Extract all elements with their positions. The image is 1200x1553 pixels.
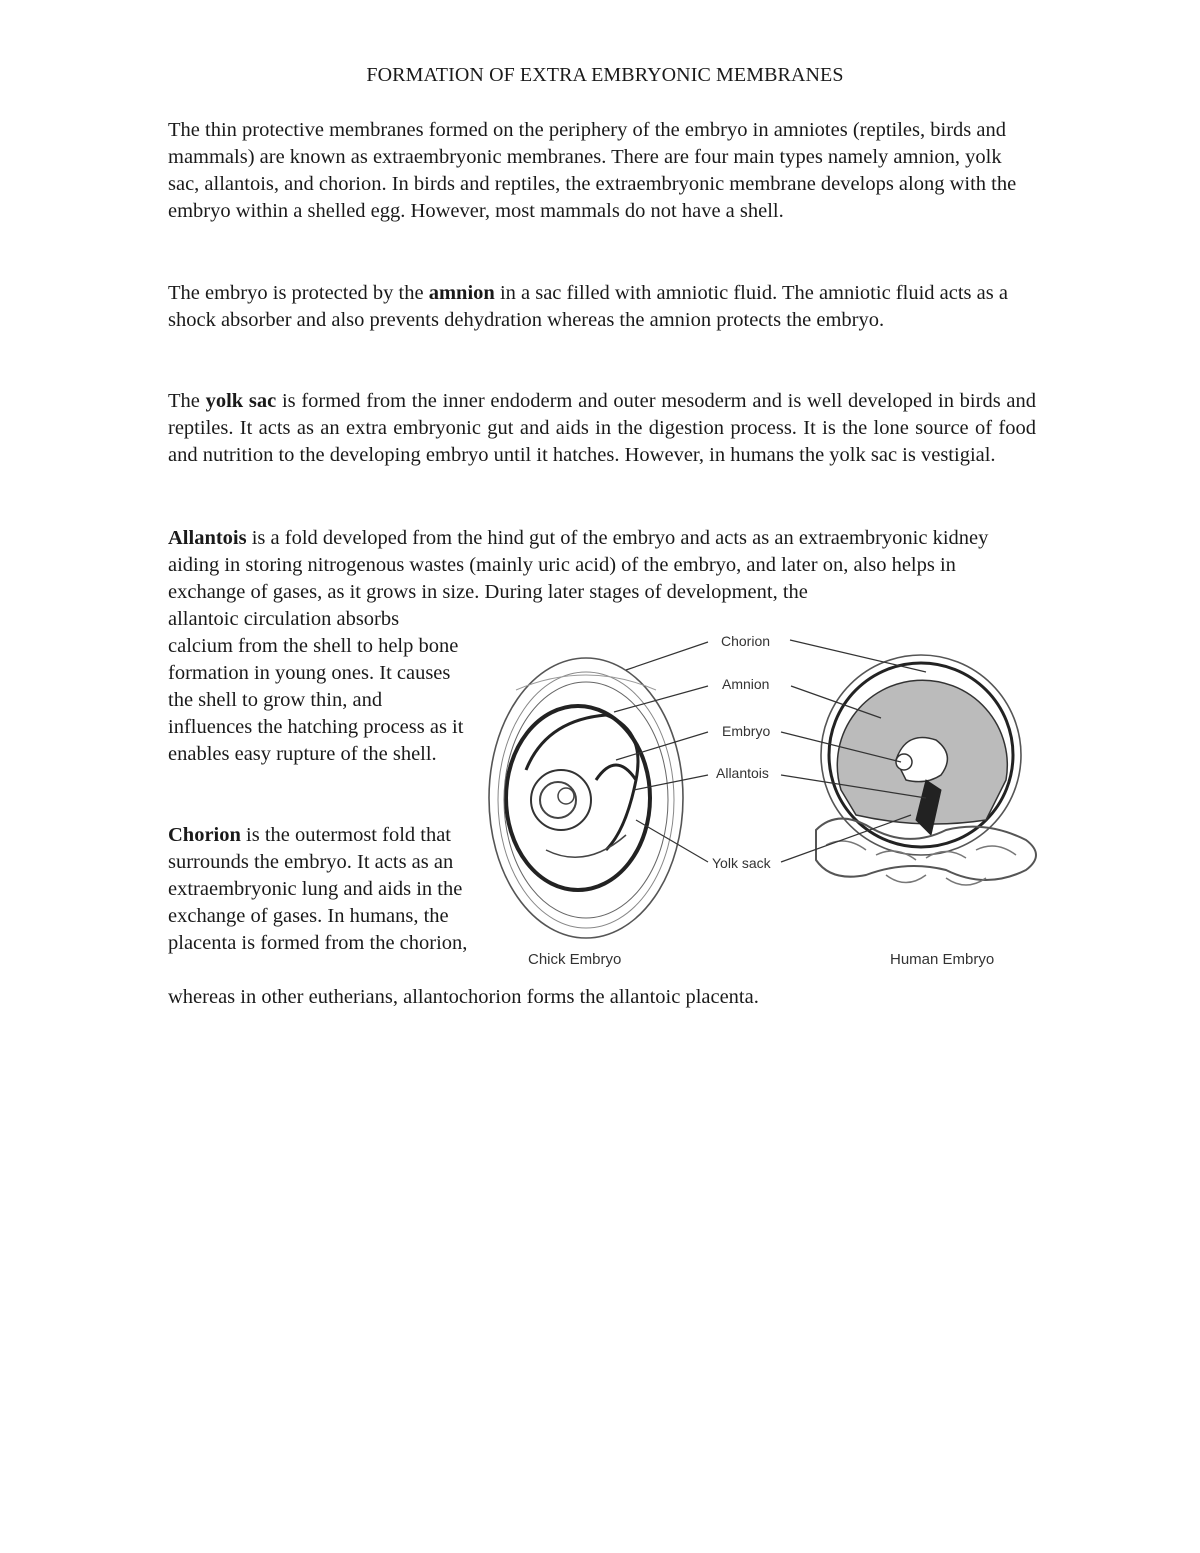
amnion-term: amnion	[428, 282, 495, 304]
closing-line: whereas in other eutherians, allantochorion forms the allantoic placenta.	[168, 986, 759, 1008]
amnion-text-post: in a sac filled with amniotic fluid. The amniotic fluid acts as a shock absorber and also prevents dehydration whereas the amnion protects the embryo.	[168, 282, 1008, 331]
label-amnion: Amnion	[722, 676, 770, 692]
human-embryo-drawing	[816, 655, 1036, 885]
yolk-text-post: is formed from the inner endoderm and outer mesoderm and is well developed in birds and reptiles. It acts as an extra embryonic gut and aids in the digestion process. It is the lone source of food and nutrition to the developing embryo until it hatches. However, in humans the yolk sac is vestigial.	[168, 390, 1036, 466]
label-yolk-sack: Yolk sack	[712, 855, 771, 871]
chorion-paragraph	[168, 822, 468, 957]
yolk-sac-paragraph	[168, 388, 1036, 469]
label-chorion: Chorion	[721, 633, 771, 649]
chorion-text-post: is the outermost fold that surrounds the embryo. It acts as an extraembryonic lung and aids in the exchange of gases. In humans, the placenta is formed from the chorion,	[168, 824, 468, 954]
allantois-term: Allantois	[168, 527, 247, 549]
chorion-term: Chorion	[168, 824, 241, 846]
amnion-paragraph	[168, 280, 1036, 334]
yolk-text-pre: The	[168, 390, 206, 412]
intro-paragraph: The thin protective membranes formed on the periphery of the embryo in amniotes (reptiles, birds and mammals) are known as extraembryonic membranes. There are four main types namely amnion, yolk sac, allantois, and chorion. In birds and reptiles, the extraembryonic membrane develops along with the embryo within a shelled egg. However, most mammals do not have a shell.	[168, 119, 1017, 222]
allantois-paragraph	[168, 525, 1036, 606]
embryo-membranes-figure	[486, 620, 1046, 980]
page-title: FORMATION OF EXTRA EMBRYONIC MEMBRANES	[366, 64, 844, 86]
chick-egg-drawing	[489, 658, 683, 938]
caption-chick-embryo: Chick Embryo	[528, 951, 622, 968]
allantois-continued-paragraph: allantoic circulation absorbs calcium from the shell to help bone formation in young ones. It causes the shell to grow thin, and influences the hatching process as it enables easy rupture of the shell.	[168, 608, 464, 765]
embryo-diagram	[486, 620, 1046, 980]
yolk-sac-term: yolk sac	[205, 390, 277, 412]
caption-human-embryo: Human Embryo	[890, 951, 995, 968]
label-embryo: Embryo	[722, 723, 771, 739]
label-allantois: Allantois	[716, 765, 769, 781]
amnion-text-pre: The embryo is protected by the	[168, 282, 429, 304]
allantois-text-post: is a fold developed from the hind gut of the embryo and acts as an extraembryonic kidney aiding in storing nitrogenous wastes (mainly uric acid) of the embryo, and later on, also helps in exchange of gases, as it grows in size. During later stages of development, the	[168, 527, 989, 603]
